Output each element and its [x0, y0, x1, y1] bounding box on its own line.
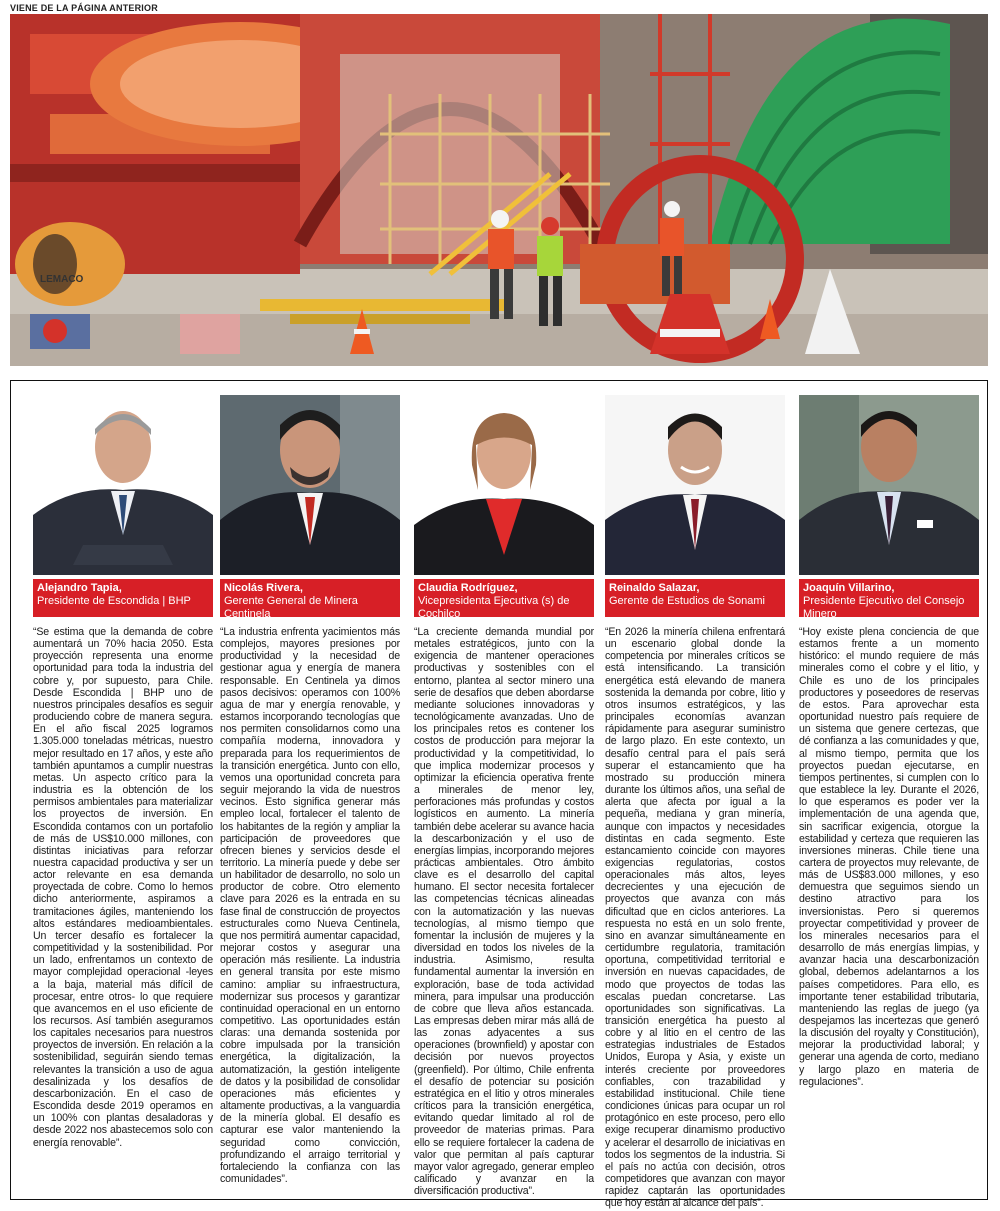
profile-role: Presidente Ejecutivo del Consejo Minero [803, 595, 965, 620]
lemaco-sign-text: LEMACO [40, 274, 84, 285]
profile-quote: “Hoy existe plena conciencia de que estamos frente a un momento histórico: el mundo requiere de más minerales como el cobre y el litio, y Chile es uno de los principales productores y poseedores de reservas de estos. Para aprovechar esta oportunidad nuestro país requiere de un sistema que genere certezas, que dé confianza a las comunidades y que, al mismo tiempo, permita que los proyectos puedan ejecutarse, en tiempos pertinentes, si cumplen con lo que establece la ley. Durante el 2026, lo que esperamos es poder ver la implementación de una agenda que, sin sacrificar exigencia, otorgue la estabilidad y certeza que requieren las inversiones mineras. Chile tiene una cartera de proyectos muy relevante, de más de US$83.000 millones, y eso demuestra que seguimos siendo un destino atractivo para los inversionistas. Pero si queremos proyectar competitividad y proveer de los minerales necesarios para el desarrollo de más energías limpias, y avanzar hacia una descarbonización global, debemos adelantarnos a los países competidores. Para ello, es importante tener estabilidad tributaria, manteniendo las reglas de juego (ya despejamos las incertezas que generó la discusión del royalty y Constitución), mejorar la productividad laboral; y generar una agenda de corto, mediano y largo plazo en materia de regulaciones”. [799, 626, 979, 1088]
profile-column [414, 395, 594, 1197]
section-kicker: VIENE DE LA PÁGINA ANTERIOR [10, 3, 158, 13]
portrait-photo [605, 395, 785, 575]
hero-photo [10, 14, 988, 366]
profile-role: Presidente de Escondida | BHP [37, 595, 191, 607]
profile-role: Vicepresidenta Ejecutiva (s) de Cochilco [418, 595, 570, 620]
profile-nameplate [220, 579, 400, 620]
portrait-photo [33, 395, 213, 575]
profile-role: Gerente de Estudios de Sonami [609, 595, 765, 607]
profile-name: Joaquín Villarino, [803, 582, 895, 594]
portrait-photo [414, 395, 594, 575]
profile-column [799, 395, 979, 1088]
portrait-photo [799, 395, 979, 575]
profile-name: Nicolás Rivera, [224, 582, 303, 594]
profile-name: Reinaldo Salazar, [609, 582, 700, 594]
profile-quote: “En 2026 la minería chilena enfrentará un escenario global donde la competencia por minerales críticos se está intensificando. La transición energética está elevando de manera sostenida la demanda por cobre, litio y otros insumos estratégicos, y las principales economías avanzan rápidamente para asegurar suministro de largo plazo. En este contexto, un desafío central para el país será superar el estancamiento que ha mostrado su producción minera durante los últimos años, una señal de alerta que afecta por igual a la pequeña, mediana y gran minería, aunque con impactos y necesidades distintas en cada segmento. Este estancamiento coincide con mayores exigencias regulatorias, costos operacionales más altos, leyes decrecientes y una ejecución de proyectos que avanza con más dificultad que en ciclos anteriores. La respuesta no está en un solo frente, sino en avanzar simultáneamente en certidumbre regulatoria, tramitación oportuna, competitividad territorial e inversión en nuevas capacidades, de modo que proyectos de todas las escalas puedan concretarse. Las oportunidades son significativas. La transición energética ha puesto al cobre y al litio en el centro de las estrategias industriales de Estados Unidos, Europa y Asia, y existe un interés creciente por proveedores confiables, con trazabilidad y estabilidad institucional. Chile tiene condiciones únicas para ocupar un rol protagónico en este proceso, pero ello exige recuperar dinamismo productivo y acelerar el desarrollo de iniciativas en todos los segmentos de la industria. Si el país no actúa con decisión, otros competidores que avanzan con mayor rapidez captarán las oportunidades que hoy están al alcance del país”. [605, 626, 785, 1210]
portrait-photo [220, 395, 400, 575]
profile-name: Claudia Rodríguez, [418, 582, 518, 594]
profile-nameplate [33, 579, 213, 617]
profile-role: Gerente General de Minera Centinela [224, 595, 358, 620]
profile-quote: “Se estima que la demanda de cobre aumentará un 70% hacia 2050. Esta proyección representa una enorme oportunidad para toda la industria del cobre y, por supuesto, para Chile. Desde Escondida | BHP uno de nuestros principales desafíos es seguir produciendo cobre de manera segura. En el año fiscal 2025 logramos 1.305.000 toneladas métricas, nuestro mejor resultado en 17 años, y este año también apuntamos a cumplir nuestras metas. Un aspecto crítico para la industria es la obtención de los permisos ambientales para materializar los proyectos de inversión. En Escondida contamos con un portafolio de más de US$10.000 millones, con distintas iniciativas para reforzar nuestra capacidad productiva y ser un actor relevante en esa demanda proyectada de cobre. Como lo hemos dicho anteriormente, aspiramos a tramitaciones ágiles, manteniendo los altos estándares medioambientales. Un tercer desafío es fortalecer la competitividad y la sostenibilidad. Por un lado, enfrentamos un contexto de mayor complejidad operacional -leyes a la baja, material más difícil de procesar, entre otros- lo que requiere que avancemos en el uso eficiente de los recursos. Así también aseguramos los capitales necesarios para nuestros proyectos de inversión. En relación a la sostenibilidad, seguirán siendo temas relevantes la transición a uso de agua desalinizada y los desafíos de descarbonización. En el caso de Escondida desde 2019 operamos en un 100% con plantas desaladoras y desde 2022 nos abastecemos solo con energía renovable”. [33, 626, 213, 1149]
opinions-panel [10, 380, 988, 1210]
profile-column [220, 395, 400, 1185]
profile-nameplate [414, 579, 594, 620]
profile-nameplate [799, 579, 979, 620]
profile-name: Alejandro Tapia, [37, 582, 122, 594]
profile-quote: “La creciente demanda mundial por metales estratégicos, junto con la exigencia de mantener operaciones productivas y sostenibles con el entorno, plantea al sector minero una serie de desafíos que deben abordarse mediante soluciones innovadoras y tecnológicamente avanzadas. Uno de los principales retos es contener los costos de producción para mejorar la productividad y la competitividad, lo que implica modernizar procesos y optimizar la eficiencia operativa frente a minerales de menor ley, perforaciones más profundas y costos logísticos en aumento. La minería también debe acelerar su avance hacia la descarbonización y el uso de energías limpias, incorporando mejores prácticas ambientales. Otro ámbito clave es el desarrollo del capital humano. El sector necesita fortalecer las competencias técnicas alineadas con la automatización y las nuevas tecnologías, al mismo tiempo que fomentar la inclusión de mujeres y la diversidad en todos los niveles de la industria. Asimismo, resulta fundamental aumentar la inversión en exploración, base de toda actividad minera, para impulsar una producción de cobre que lleva años estancada. Las empresas deben mirar más allá de las zonas adyacentes a sus operaciones (brownfield) y apostar con decisión por nuevos proyectos (greenfield). Por último, Chile enfrenta el desafío de potenciar su posición estratégica en el litio y otros minerales críticos para la transición energética, evitando quedar limitado al rol de proveedor de materias primas. Para ello se requiere fortalecer la cadena de valor que permitan al país capturar mayor valor agregado, generar empleo calificado y avanzar en la diversificación productiva”. [414, 626, 594, 1198]
profile-nameplate [605, 579, 785, 617]
profile-column [33, 395, 213, 1149]
profile-column [605, 395, 785, 1210]
profile-quote: “La industria enfrenta yacimientos más complejos, mayores presiones por productividad y la necesidad de gestionar agua y energía de manera responsable. En Centinela ya dimos pasos decisivos: operamos con 100% agua de mar y energía renovable, y estamos incorporando tecnologías que nos permiten consolidarnos como una compañía moderna, innovadora y preparada para los requerimientos de la transición energética. Junto con ello, vemos una oportunidad concreta para seguir mejorando la vida de nuestros vecinos. Esto significa generar más empleo local, fortalecer el talento de los habitantes de la región y ampliar la participación de proveedores que ofrecen bienes y servicios desde el territorio. La minería puede y debe ser un habilitador de desarrollo, no solo un productor de cobre. Otro elemento clave para 2026 es la entrada en su fase final de construcción de proyectos estructurales como Nueva Centinela, que nos permitirá aumentar capacidad, mejorar costos y asegurar una operación más resiliente. La industria en general transita por este mismo camino: ampliar su infraestructura, modernizar sus procesos y garantizar continuidad operacional en un entorno competitivo. Las oportunidades están claras: una demanda sostenida por cobre impulsada por la transición energética, la digitalización, la automatización, la gestión inteligente de datos y la posibilidad de consolidar operaciones más eficientes y altamente productivas, a la vanguardia de la minería global. El desafío es capturar ese valor manteniendo la seguridad como convicción, profundizando el arraigo territorial y fortaleciendo la confianza con las comunidades”. [220, 626, 400, 1186]
